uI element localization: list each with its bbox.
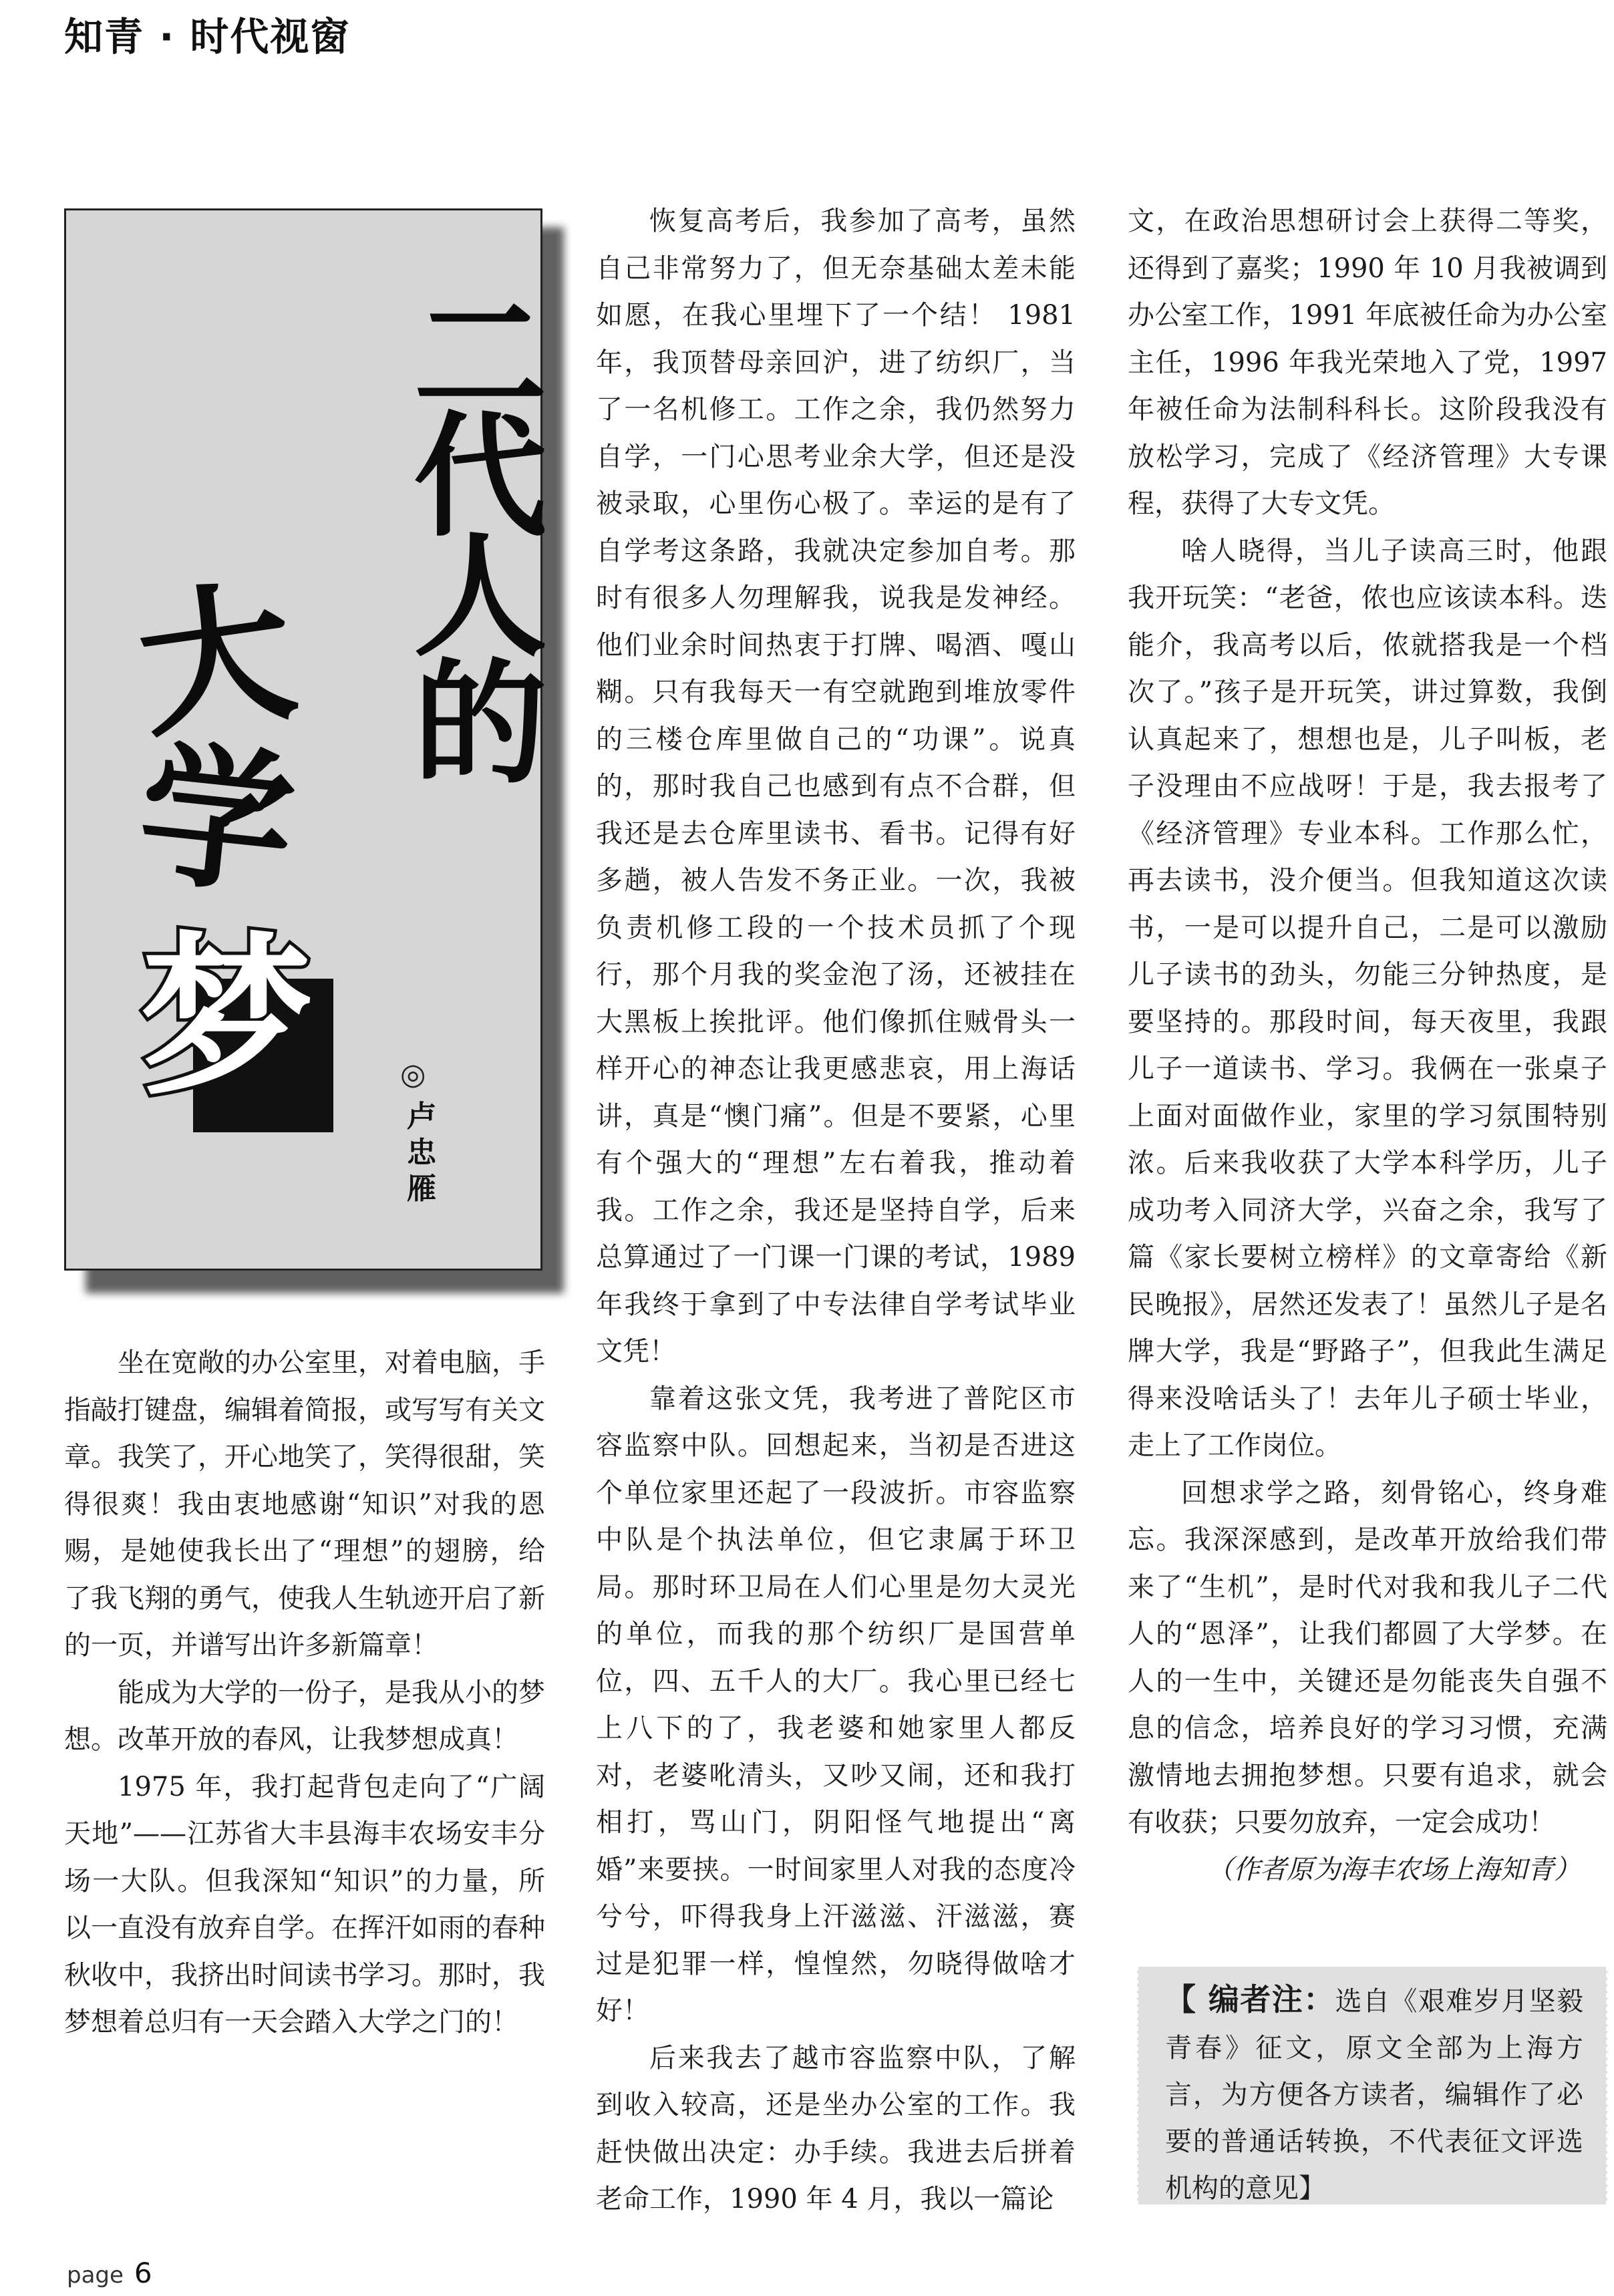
page-number: 6 <box>134 2257 152 2289</box>
paragraph: 后来我去了越市容监察中队，了解到收入较高，还是坐办公室的工作。我赶快做出决定：办手续。我进去后拼着老命工作，1990 年 4 月，我以一篇论 <box>596 2042 1076 2215</box>
paragraph: 1975 年，我打起背包走向了“广阔天地”——江苏省大丰县海丰农场安丰分场一大队。但我深知“知识”的力量，所以一直没有放弃自学。在挥汗如雨的春种秋收中，我挤出时间读书学习。那时，我梦想着总归有一天会踏入大学之门的！ <box>64 1771 545 2037</box>
title-char-1: 二 <box>414 279 548 435</box>
title-char-5: 大 <box>128 562 305 760</box>
section-header: 知青 · 时代视窗 <box>64 14 351 59</box>
author-signature: （作者原为海丰农场上海知青） <box>1206 1854 1581 1885</box>
title-char-7: 梦 <box>140 918 313 1120</box>
title-char-4: 的 <box>414 647 548 802</box>
paragraph: 恢复高考后，我参加了高考，虽然自己非常努力了，但无奈基础太差未能如愿，在我心里埋下了一个结！ 1981 年，我顶替母亲回沪，进了纺织厂，当了一名机修工。工作之余，我仍然努力自学，一门心思考业余大学，但还是没被录取，心里伤心极了。幸运的是有了自学考这条路，我就决定参加自考。那时有很多人勿理解我，说我是发神经。他们业余时间热衷于打牌、喝酒、嘎山糊。只有我每天一有空就跑到堆放零件的三楼仓库里做自己的“功课”。说真的，那时我自己也感到有点不合群，但我还是去仓库里读书、看书。记得有好多趟，被人告发不务正业。一次，我被负责机修工段的一个技术员抓了个现行，那个月我的奖金泡了汤，还被挂在大黑板上挨批评。他们像抓住贼骨头一样开心的神态让我更感悲哀，用上海话讲，真是“懊门痛”。但是不要紧，心里有个强大的“理想”左右着我，推动着我。工作之余，我还是坚持自学，后来总算通过了一门课一门课的考试，1989 年我终于拿到了中专法律自学考试毕业文凭！ <box>596 206 1076 1367</box>
page-footer <box>67 2257 152 2289</box>
editor-note-box <box>1128 1957 1607 2204</box>
paragraph: 能成为大学的一份子，是我从小的梦想。改革开放的春风，让我梦想成真！ <box>64 1677 545 1755</box>
column-2 <box>596 198 1076 2223</box>
column-3 <box>1128 198 1607 1893</box>
author-name: 卢忠雁 <box>407 1100 436 1206</box>
editor-note-label: 【 编者注： <box>1165 1981 1335 2017</box>
author-mark-icon: ◎ <box>400 1057 426 1092</box>
editor-note <box>1137 1967 1607 2204</box>
title-char-dream-block <box>140 918 340 1132</box>
paragraph: 靠着这张文凭，我考进了普陀区市容监察中队。回想起来，当初是否进这个单位家里还起了一段波折。市容监察中队是个执法单位，但它隶属于环卫局。那时环卫局在人们心里是勿大灵光的单位，而我的那个纺织厂是国营单位，四、五千人的大厂。我心里已经七上八下的了，我老婆和她家里人都反对，老婆吪清头，又吵又闹，还和我打相打，骂山门，阴阳怪气地提出“离婚”来要挟。一时间家里人对我的态度冷兮兮，吓得我身上汗滋滋、汗滋滋，赛过是犯罪一样，惶惶然，勿晓得做啥才好！ <box>596 1383 1076 2026</box>
paragraph: 啥人晓得，当儿子读高三时，他跟我开玩笑：“老爸，侬也应该读本科。迭能介，我高考以后，侬就搭我是一个档次了。”孩子是开玩笑，讲过算数，我倒认真起来了，想想也是，儿子叫板，老子没理由不应战呀！于是，我去报考了《经济管理》专业本科。工作那么忙，再去读书，没介便当。但我知道这次读书，一是可以提升自己，二是可以激励儿子读书的劲头，勿能三分钟热度，是要坚持的。那段时间，每天夜里，我跟儿子一道读书、学习。我俩在一张桌子上面对面做作业，家里的学习氛围特别浓。后来我收获了大学本科学历，儿子成功考入同济大学，兴奋之余，我写了篇《家长要树立榜样》的文章寄给《新民晚报》，居然还发表了！虽然儿子是名牌大学，我是“野路子”，但我此生满足得来没啥话头了！去年儿子硕士毕业，走上了工作岗位。 <box>1128 535 1607 1461</box>
page-label: page <box>67 2262 124 2289</box>
paragraph: 文，在政治思想研讨会上获得二等奖，还得到了嘉奖；1990 年 10 月我被调到办公室工作，1991 年底被任命为办公室主任，1996 年我光荣地入了党，1997 年被任命为法制科科长。这阶段我没有放松学习，完成了《经济管理》大专课程，获得了大专文凭。 <box>1128 206 1607 519</box>
title-char-3: 人 <box>414 520 548 675</box>
editor-note-text: 选自《艰难岁月坚毅青春》征文，原文全部为上海方言，为方便各方读者，编辑作了必要的普通话转换，不代表征文评选机构的意见】 <box>1165 1986 1584 2204</box>
paragraph: 坐在宽敞的办公室里，对着电脑，手指敲打键盘，编辑着简报，或写写有关文章。我笑了，开心地笑了，笑得很甜，笑得很爽！我由衷地感谢“知识”对我的恩赐，是她使我长出了“理想”的翅膀，给了我飞翔的勇气，使我人生轨迹开启了新的一页，并谱写出许多新篇章！ <box>64 1347 545 1661</box>
column-1 <box>64 1339 545 2046</box>
paragraph: 回想求学之路，刻骨铭心，终身难忘。我深深感到，是改革开放给我们带来了“生机”，是时代对我和我儿子二代人的“恩泽”，让我们都圆了大学梦。在人的一生中，关键还是勿能丧失自强不息的信念，培养良好的学习习惯，充满激情地去拥抱梦想。只要有追求，就会有收获；只要勿放弃，一定会成功！ <box>1128 1477 1607 1838</box>
title-char-6: 学 <box>130 724 303 919</box>
title-char-2: 代 <box>414 399 548 555</box>
title-box <box>64 208 548 1271</box>
